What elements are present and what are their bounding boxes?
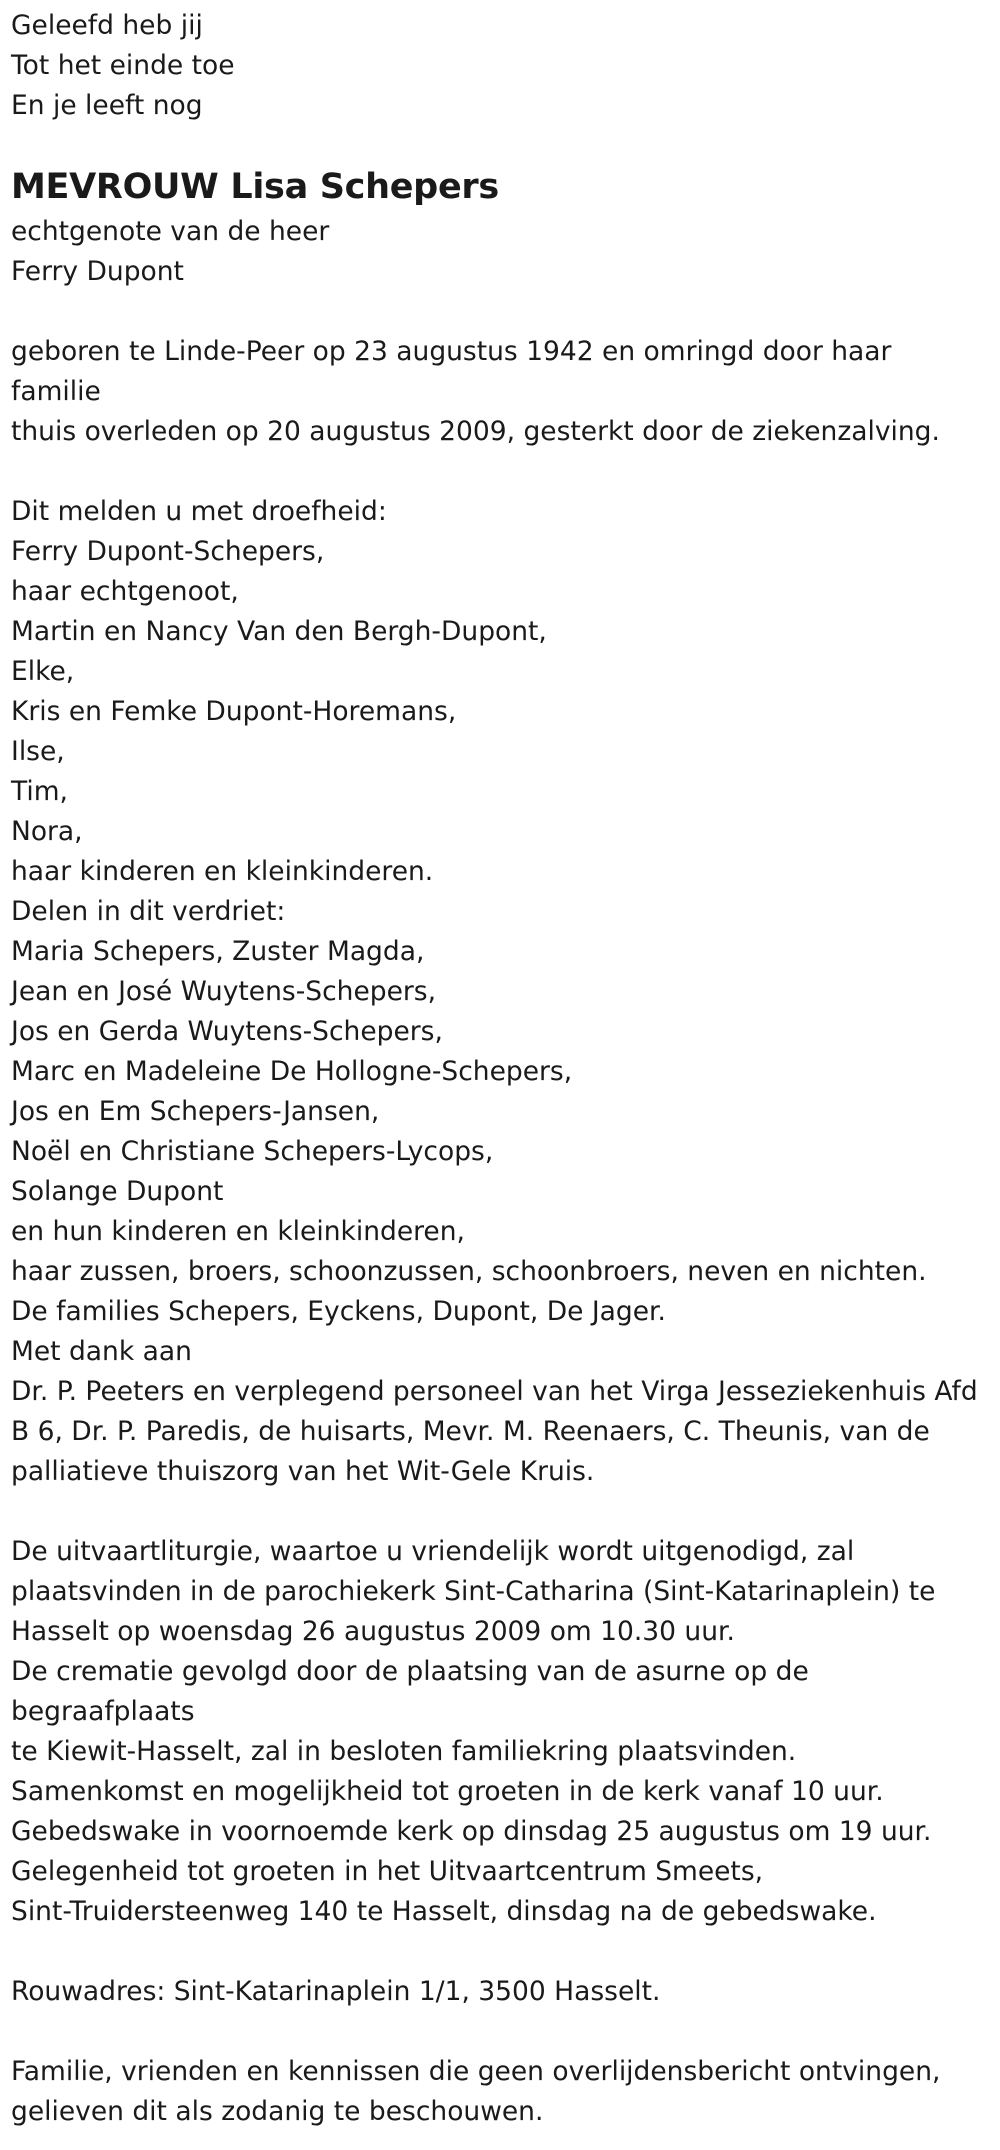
text-line: en hun kinderen en kleinkinderen,	[11, 1216, 465, 1247]
text-line: Marc en Madeleine De Hollogne-Schepers,	[11, 1056, 573, 1087]
text-line: thuis overleden op 20 augustus 2009, gesterkt door de ziekenzalving.	[11, 416, 940, 447]
text-line: Martin en Nancy Van den Bergh-Dupont,	[11, 616, 547, 647]
text-line: Samenkomst en mogelijkheid tot groeten in de kerk vanaf 10 uur.	[11, 1776, 884, 1807]
text-line: Dit melden u met droefheid:	[11, 496, 387, 527]
text-line: Jean en José Wuytens-Schepers,	[11, 976, 436, 1007]
spacer	[11, 2012, 986, 2052]
text-line: Solange Dupont	[11, 1176, 224, 1207]
text-line: palliatieve thuiszorg van het Wit-Gele Kruis.	[11, 1456, 595, 1487]
obituary-notice	[11, 0, 986, 2132]
text-line: De families Schepers, Eyckens, Dupont, De Jager.	[11, 1296, 666, 1327]
text-line: geboren te Linde-Peer op 23 augustus 1942 en omringd door haar	[11, 336, 892, 367]
text-line: Met dank aan	[11, 1336, 192, 1367]
text-line: De crematie gevolgd door de plaatsing van de asurne op de	[11, 1656, 809, 1687]
mourning-address: Rouwadres: Sint-Katarinaplein 1/1, 3500 Hasselt.	[11, 1976, 661, 2007]
closing-paragraph	[11, 2052, 986, 2132]
poem	[11, 6, 986, 126]
text-line: De uitvaartliturgie, waartoe u vriendelijk wordt uitgenodigd, zal	[11, 1536, 855, 1567]
text-line: Noël en Christiane Schepers-Lycops,	[11, 1136, 494, 1167]
text-line: haar kinderen en kleinkinderen.	[11, 856, 434, 887]
text-line: Jos en Em Schepers-Jansen,	[11, 1096, 380, 1127]
text-line: gelieven dit als zodanig te beschouwen.	[11, 2096, 544, 2127]
text-line: familie	[11, 376, 101, 407]
text-line: Ilse,	[11, 736, 65, 767]
text-line: Maria Schepers, Zuster Magda,	[11, 936, 425, 967]
text-line: Hasselt op woensdag 26 augustus 2009 om 10.30 uur.	[11, 1616, 735, 1647]
spouse-info	[11, 212, 986, 292]
text-line: Ferry Dupont-Schepers,	[11, 536, 325, 567]
text-line: B 6, Dr. P. Paredis, de huisarts, Mevr. M. Reenaers, C. Theunis, van de	[11, 1416, 930, 1447]
text-line: plaatsvinden in de parochiekerk Sint-Catharina (Sint-Katarinaplein) te	[11, 1576, 936, 1607]
birth-death-paragraph	[11, 332, 986, 452]
text-line: Gelegenheid tot groeten in het Uitvaartcentrum Smeets,	[11, 1856, 764, 1887]
text-line: Tim,	[11, 776, 68, 807]
spouse-line: echtgenote van de heer	[11, 216, 330, 247]
text-line: Delen in dit verdriet:	[11, 896, 286, 927]
funeral-paragraph	[11, 1532, 986, 1932]
spouse-line: Ferry Dupont	[11, 256, 184, 287]
text-line: Familie, vrienden en kennissen die geen overlijdensbericht ontvingen,	[11, 2056, 941, 2087]
poem-line: Tot het einde toe	[11, 50, 235, 81]
text-line: haar echtgenoot,	[11, 576, 239, 607]
text-line: Elke,	[11, 656, 75, 687]
text-line: Nora,	[11, 816, 83, 847]
poem-line: Geleefd heb jij	[11, 10, 203, 41]
poem-line: En je leeft nog	[11, 90, 203, 121]
spacer	[11, 1932, 986, 1972]
text-line: Sint-Truidersteenweg 140 te Hasselt, dinsdag na de gebedswake.	[11, 1896, 877, 1927]
announcement-paragraph	[11, 492, 986, 1492]
text-line: Dr. P. Peeters en verplegend personeel van het Virga Jesseziekenhuis Afd	[11, 1376, 978, 1407]
text-line: Kris en Femke Dupont-Horemans,	[11, 696, 457, 727]
deceased-name: MEVROUW Lisa Schepers	[11, 167, 499, 207]
spacer	[11, 1492, 986, 1532]
text-line: haar zussen, broers, schoonzussen, schoonbroers, neven en nichten.	[11, 1256, 927, 1287]
text-line: Gebedswake in voornoemde kerk op dinsdag 25 augustus om 19 uur.	[11, 1816, 932, 1847]
text-line: Jos en Gerda Wuytens-Schepers,	[11, 1016, 443, 1047]
spacer	[11, 292, 986, 332]
text-line: te Kiewit-Hasselt, zal in besloten familiekring plaatsvinden.	[11, 1736, 797, 1767]
text-line: begraafplaats	[11, 1696, 195, 1727]
spacer	[11, 452, 986, 492]
